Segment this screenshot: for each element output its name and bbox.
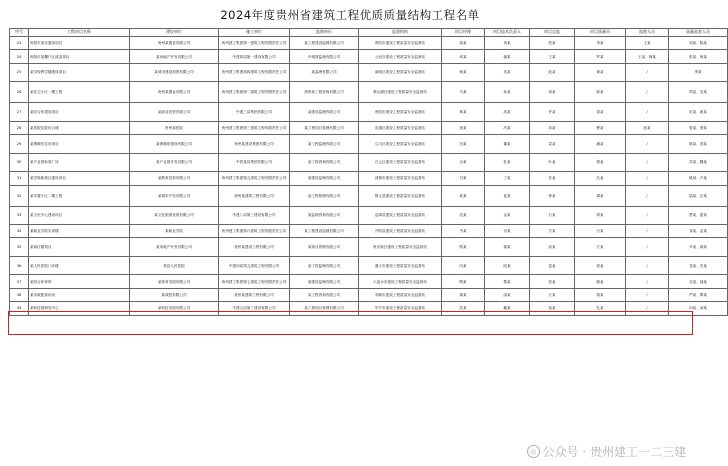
cell-qa: 谭某 xyxy=(575,185,626,206)
cell-contractor: 中铁某局集团有限公司 xyxy=(219,153,290,172)
col-header: 监理人员 xyxy=(626,29,669,37)
cell-pm: 龚某 xyxy=(442,288,485,301)
cell-pm: 周某 xyxy=(442,37,485,50)
cell-qm_staff: 贾某、夏某 xyxy=(669,206,728,225)
project-table xyxy=(9,28,728,316)
cell-sup_staff: / xyxy=(626,135,669,154)
cell-project: 某学校新校区建设项目 xyxy=(29,172,130,185)
cell-contractor: 贵州某建筑工程有限公司 xyxy=(219,185,290,206)
table-row xyxy=(10,63,728,82)
cell-supervisor: 某工程监理有限公司 xyxy=(290,135,359,154)
cell-project: 某保障性住房项目 xyxy=(29,135,130,154)
cell-sup_staff: / xyxy=(626,288,669,301)
col-header: 监理单位 xyxy=(290,29,359,37)
cell-contractor: 贵州某建设工程有限公司 xyxy=(219,238,290,257)
cell-no: 23 xyxy=(10,37,29,50)
table-row xyxy=(10,121,728,134)
cell-no: 26 xyxy=(10,82,29,103)
cell-project: 某人民医院门诊楼 xyxy=(29,256,130,275)
cell-project: 某文化中心建设项目 xyxy=(29,206,130,225)
cell-project: 贵阳市某棚户区改造项目 xyxy=(29,50,130,63)
cell-pm: 马某 xyxy=(442,82,485,103)
table-row xyxy=(10,82,728,103)
cell-tech: 丁某 xyxy=(485,172,530,185)
cell-chief: 钟某 xyxy=(530,185,575,206)
col-header: 工程项目名称 xyxy=(29,29,130,37)
cell-sup_staff: 王某 xyxy=(626,37,669,50)
cell-qa: 白某 xyxy=(575,225,626,238)
table-row xyxy=(10,153,728,172)
cell-pm: 余某 xyxy=(442,153,485,172)
cell-sup_staff: 王某、韩某 xyxy=(626,50,669,63)
col-header: 项目技术负责人 xyxy=(485,29,530,37)
cell-project: 某商住楼项目 xyxy=(29,238,130,257)
cell-no: 34 xyxy=(10,225,29,238)
cell-no: 37 xyxy=(10,275,29,288)
cell-project: 某学校教学楼建设项目 xyxy=(29,63,130,82)
cell-qa: 孔某 xyxy=(575,302,626,315)
cell-chief: 石某 xyxy=(530,206,575,225)
cell-supervisor: 某项目管理有限公司 xyxy=(290,238,359,257)
cell-pm: 姜某 xyxy=(442,185,485,206)
cell-tech: 孙某 xyxy=(485,82,530,103)
cell-agency: 观山湖区建设工程质量安全监督站 xyxy=(359,82,442,103)
cell-supervisor: 某工程建设监理有限公司 xyxy=(290,37,359,50)
col-header: 项目总监 xyxy=(530,29,575,37)
cell-tech: 邵某 xyxy=(485,288,530,301)
cell-qa: 陈某 xyxy=(575,82,626,103)
cell-tech: 董某 xyxy=(485,135,530,154)
cell-pm: 田某 xyxy=(442,135,485,154)
cell-no: 33 xyxy=(10,206,29,225)
cell-agency: 云岩区建设工程质量安全监督站 xyxy=(359,50,442,63)
table-row xyxy=(10,288,728,301)
cell-no: 31 xyxy=(10,172,29,185)
cell-supervisor: 某工程项目管理有限公司 xyxy=(290,121,359,134)
cell-supervisor: 某工程管理有限公司 xyxy=(290,185,359,206)
cell-project: 某科技园研发中心 xyxy=(29,302,130,315)
cell-qa: 顾某 xyxy=(575,275,626,288)
cell-contractor: 贵州建工集团第二建筑工程有限责任公司 xyxy=(219,82,290,103)
cell-no: 35 xyxy=(10,238,29,257)
cell-builder: 某城市开发有限公司 xyxy=(130,185,219,206)
cell-tech: 付某 xyxy=(485,225,530,238)
cell-qa: 侯某 xyxy=(575,256,626,275)
cell-no: 32 xyxy=(10,185,29,206)
cell-qm_staff: 张某、杨某 xyxy=(669,50,728,63)
cell-builder: 某房地产开发有限公司 xyxy=(130,238,219,257)
cell-project: 某医院住院综合楼 xyxy=(29,121,130,134)
cell-contractor: 中建五局第三建设有限公司 xyxy=(219,302,290,315)
cell-qm_staff: 曾某、萧某 xyxy=(669,121,728,134)
cell-builder: 贵州某医院 xyxy=(130,121,219,134)
cell-agency: 安顺市建设工程质量安全监督站 xyxy=(359,288,442,301)
cell-supervisor: 某建设监理有限公司 xyxy=(290,103,359,122)
cell-sup_staff: / xyxy=(626,153,669,172)
cell-supervisor: 某建设监理有限公司 xyxy=(290,172,359,185)
wechat-icon: ◎ xyxy=(527,445,540,458)
cell-qa: 梁某 xyxy=(575,103,626,122)
col-header: 监督机构 xyxy=(359,29,442,37)
cell-project: 某安置小区二期工程 xyxy=(29,185,130,206)
cell-tech: 秦某 xyxy=(485,238,530,257)
cell-project: 某职业学院实训楼 xyxy=(29,225,130,238)
cell-pm: 范某 xyxy=(442,206,485,225)
col-header: 建设单位 xyxy=(130,29,219,37)
cell-builder: 某教育投资有限公司 xyxy=(130,172,219,185)
cell-builder: 贵州某置业有限公司 xyxy=(130,37,219,50)
cell-tech: 谢某 xyxy=(485,50,530,63)
cell-chief: 邓某 xyxy=(530,121,575,134)
cell-supervisor: 某建设监理有限公司 xyxy=(290,275,359,288)
cell-sup_staff: 彭某 xyxy=(626,121,669,134)
cell-pm: 闫某 xyxy=(442,256,485,275)
cell-qa: 李某 xyxy=(575,37,626,50)
col-header: 项目经理 xyxy=(442,29,485,37)
cell-contractor: 贵州某建设集团有限公司 xyxy=(219,135,290,154)
cell-qm_staff: 苏某、魏某 xyxy=(669,153,728,172)
watermark xyxy=(527,443,686,460)
cell-chief: 方某 xyxy=(530,225,575,238)
cell-qm_staff: 龙某、史某 xyxy=(669,256,728,275)
cell-agency: 息烽县建设工程质量安全监督站 xyxy=(359,206,442,225)
cell-chief: 张某 xyxy=(530,37,575,50)
cell-sup_staff: / xyxy=(626,302,669,315)
table-row xyxy=(10,50,728,63)
cell-qa: 廖某 xyxy=(575,206,626,225)
cell-project: 某综合体育馆 xyxy=(29,275,130,288)
cell-supervisor: 贵州某工程咨询有限公司 xyxy=(290,82,359,103)
cell-sup_staff: / xyxy=(626,225,669,238)
cell-supervisor: 某工程咨询有限公司 xyxy=(290,288,359,301)
cell-qm_staff: 邹某、孟某 xyxy=(669,225,728,238)
cell-sup_staff: / xyxy=(626,82,669,103)
cell-no: 30 xyxy=(10,153,29,172)
col-header: 质量监督人员 xyxy=(669,29,728,37)
cell-agency: 开阳县建设工程质量安全监督站 xyxy=(359,225,442,238)
cell-project: 贵阳市某安置房项目 xyxy=(29,37,130,50)
cell-chief: 赵某 xyxy=(530,63,575,82)
cell-builder: 某商业投资有限公司 xyxy=(130,103,219,122)
cell-no: 39 xyxy=(10,302,29,315)
cell-pm: 吕某 xyxy=(442,172,485,185)
cell-sup_staff: / xyxy=(626,206,669,225)
cell-qm_staff: 宋某、唐某 xyxy=(669,103,728,122)
cell-contractor: 贵州建工集团第六建筑工程有限责任公司 xyxy=(219,225,290,238)
cell-supervisor: 某监理咨询有限公司 xyxy=(290,206,359,225)
cell-tech: 吴某 xyxy=(485,63,530,82)
cell-no: 28 xyxy=(10,121,29,134)
table-row xyxy=(10,185,728,206)
cell-no: 24 xyxy=(10,50,29,63)
cell-pm: 林某 xyxy=(442,103,485,122)
cell-builder: 某产业园开发有限公司 xyxy=(130,153,219,172)
cell-chief: 许某 xyxy=(530,103,575,122)
cell-pm: 陶某 xyxy=(442,275,485,288)
cell-qa: 江某 xyxy=(575,238,626,257)
cell-qm_staff: 尹某、薛某 xyxy=(669,238,728,257)
cell-no: 25 xyxy=(10,63,29,82)
cell-chief: 任某 xyxy=(530,172,575,185)
cell-qm_staff: 姚某、卢某 xyxy=(669,172,728,185)
cell-pm: 杨某 xyxy=(442,63,485,82)
cell-agency: 南明区建设工程质量安全监督站 xyxy=(359,63,442,82)
cell-contractor: 中建三局集团有限公司 xyxy=(219,103,290,122)
table-row xyxy=(10,256,728,275)
table-row xyxy=(10,275,728,288)
cell-contractor: 中建四局第五建筑工程有限公司 xyxy=(219,256,290,275)
cell-agency: 白云区建设工程质量安全监督站 xyxy=(359,153,442,172)
cell-tech: 冯某 xyxy=(485,121,530,134)
cell-contractor: 中建八局第三建设有限公司 xyxy=(219,206,290,225)
cell-tech: 冉某 xyxy=(485,37,530,50)
cell-builder: 某体育发展有限公司 xyxy=(130,275,219,288)
cell-sup_staff: / xyxy=(626,275,669,288)
cell-tech: 高某 xyxy=(485,103,530,122)
cell-builder: 某城投有限公司 xyxy=(130,288,219,301)
cell-agency: 清镇市建设工程质量安全监督站 xyxy=(359,172,442,185)
cell-tech: 金某 xyxy=(485,206,530,225)
cell-qm_staff: 蒋某、蔡某 xyxy=(669,135,728,154)
cell-sup_staff: / xyxy=(626,103,669,122)
cell-tech: 黎某 xyxy=(485,275,530,288)
cell-no: 38 xyxy=(10,288,29,301)
table-body xyxy=(10,37,728,316)
cell-agency: 遵义市建设工程质量安全监督站 xyxy=(359,256,442,275)
cell-supervisor: 某工程咨询有限公司 xyxy=(290,153,359,172)
table-row xyxy=(10,172,728,185)
cell-chief: 莫某 xyxy=(530,302,575,315)
cell-contractor: 中建四局第一建设有限公司 xyxy=(219,50,290,63)
cell-project: 某住宅小区一期工程 xyxy=(29,82,130,103)
cell-sup_staff: / xyxy=(626,63,669,82)
cell-agency: 毕节市建设工程质量安全监督站 xyxy=(359,302,442,315)
cell-agency: 六盘水市建设工程质量安全监督站 xyxy=(359,275,442,288)
cell-qm_staff: 向某、汤某 xyxy=(669,302,728,315)
col-header: 项目质量员 xyxy=(575,29,626,37)
cell-contractor: 贵州建工集团第五建筑工程有限责任公司 xyxy=(219,172,290,185)
table-row xyxy=(10,302,728,315)
cell-contractor: 贵州建工集团第一建筑工程有限责任公司 xyxy=(219,37,290,50)
cell-tech: 崔某 xyxy=(485,185,530,206)
cell-project: 某市政配套用房 xyxy=(29,288,130,301)
cell-qm_staff: 陆某、汪某 xyxy=(669,185,728,206)
cell-agency: 修文县建设工程质量安全监督站 xyxy=(359,185,442,206)
cell-qm_staff: 李某 xyxy=(669,63,728,82)
page-title: 2024年度贵州省建筑工程优质质量结构工程名单 xyxy=(220,8,480,22)
table-row xyxy=(10,135,728,154)
cell-project: 某产业园标准厂房 xyxy=(29,153,130,172)
cell-qm_staff: 严某、覃某 xyxy=(669,288,728,301)
cell-chief: 雷某 xyxy=(530,256,575,275)
cell-qm_staff: 刘某、陈某 xyxy=(669,37,728,50)
cell-contractor: 贵州某建筑工程有限公司 xyxy=(219,288,290,301)
cell-builder: 某城市建设投资有限公司 xyxy=(130,63,219,82)
cell-qa: 曹某 xyxy=(575,121,626,134)
cell-chief: 叶某 xyxy=(530,153,575,172)
table-row xyxy=(10,225,728,238)
cell-tech: 段某 xyxy=(485,256,530,275)
cell-qa: 程某 xyxy=(575,153,626,172)
cell-supervisor: 某监理有限公司 xyxy=(290,63,359,82)
col-header: 施工单位 xyxy=(219,29,290,37)
cell-pm: 徐某 xyxy=(442,121,485,134)
cell-supervisor: 中城建监理有限公司 xyxy=(290,50,359,63)
cell-chief: 周某 xyxy=(530,82,575,103)
cell-tech: 杜某 xyxy=(485,153,530,172)
cell-agency: 贵阳市建设工程质量安全监督站 xyxy=(359,37,442,50)
table-row xyxy=(10,206,728,225)
cell-builder: 某县人民医院 xyxy=(130,256,219,275)
cell-chief: 贺某 xyxy=(530,275,575,288)
cell-no: 27 xyxy=(10,103,29,122)
table-row xyxy=(10,37,728,50)
cell-builder: 某保障房建设有限公司 xyxy=(130,135,219,154)
cell-builder: 某职业学院 xyxy=(130,225,219,238)
cell-agency: 花溪区建设工程质量安全监督站 xyxy=(359,121,442,134)
cell-qa: 黄某 xyxy=(575,63,626,82)
cell-qa: 钱某 xyxy=(575,288,626,301)
cell-chief: 邱某 xyxy=(530,238,575,257)
cell-qa: 潘某 xyxy=(575,135,626,154)
cell-contractor: 贵州建工集团第七建筑工程有限责任公司 xyxy=(219,275,290,288)
cell-sup_staff: / xyxy=(626,185,669,206)
cell-pm: 熊某 xyxy=(442,238,485,257)
cell-sup_staff: / xyxy=(626,238,669,257)
cell-builder: 某文化旅游发展有限公司 xyxy=(130,206,219,225)
cell-qm_staff: 郑某、吴某 xyxy=(669,82,728,103)
cell-contractor: 贵州建工集团第四建筑工程有限责任公司 xyxy=(219,63,290,82)
cell-builder: 贵州某置业有限公司 xyxy=(130,82,219,103)
cell-agency: 贵安新区建设工程质量安全监督站 xyxy=(359,238,442,257)
cell-project: 某综合体建设项目 xyxy=(29,103,130,122)
cell-chief: 王某 xyxy=(530,50,575,63)
cell-agency: 贵阳市建设工程质量安全监督站 xyxy=(359,103,442,122)
cell-contractor: 贵州建工集团第三建筑工程有限责任公司 xyxy=(219,121,290,134)
cell-supervisor: 某工程监理有限公司 xyxy=(290,256,359,275)
table-header-row xyxy=(10,29,728,37)
cell-builder: 某科技发展有限公司 xyxy=(130,302,219,315)
cell-sup_staff: / xyxy=(626,256,669,275)
cell-builder: 某房地产开发有限公司 xyxy=(130,50,219,63)
cell-agency: 乌当区建设工程质量安全监督站 xyxy=(359,135,442,154)
cell-supervisor: 某工程项目管理有限公司 xyxy=(290,302,359,315)
cell-pm: 韦某 xyxy=(442,225,485,238)
cell-sup_staff: / xyxy=(626,172,669,185)
col-header: 序号 xyxy=(10,29,29,37)
table-row xyxy=(10,238,728,257)
cell-qm_staff: 毛某、郝某 xyxy=(669,275,728,288)
watermark-text: 公众号 · 贵州建工一二三建 xyxy=(542,445,686,459)
cell-no: 36 xyxy=(10,256,29,275)
cell-pm: 何某 xyxy=(442,50,485,63)
cell-qa: 罗某 xyxy=(575,50,626,63)
cell-qa: 沈某 xyxy=(575,172,626,185)
cell-chief: 袁某 xyxy=(530,135,575,154)
cell-pm: 武某 xyxy=(442,302,485,315)
cell-supervisor: 某工程建设监理有限公司 xyxy=(290,225,359,238)
cell-no: 29 xyxy=(10,135,29,154)
table-row xyxy=(10,103,728,122)
cell-chief: 万某 xyxy=(530,288,575,301)
cell-tech: 戴某 xyxy=(485,302,530,315)
